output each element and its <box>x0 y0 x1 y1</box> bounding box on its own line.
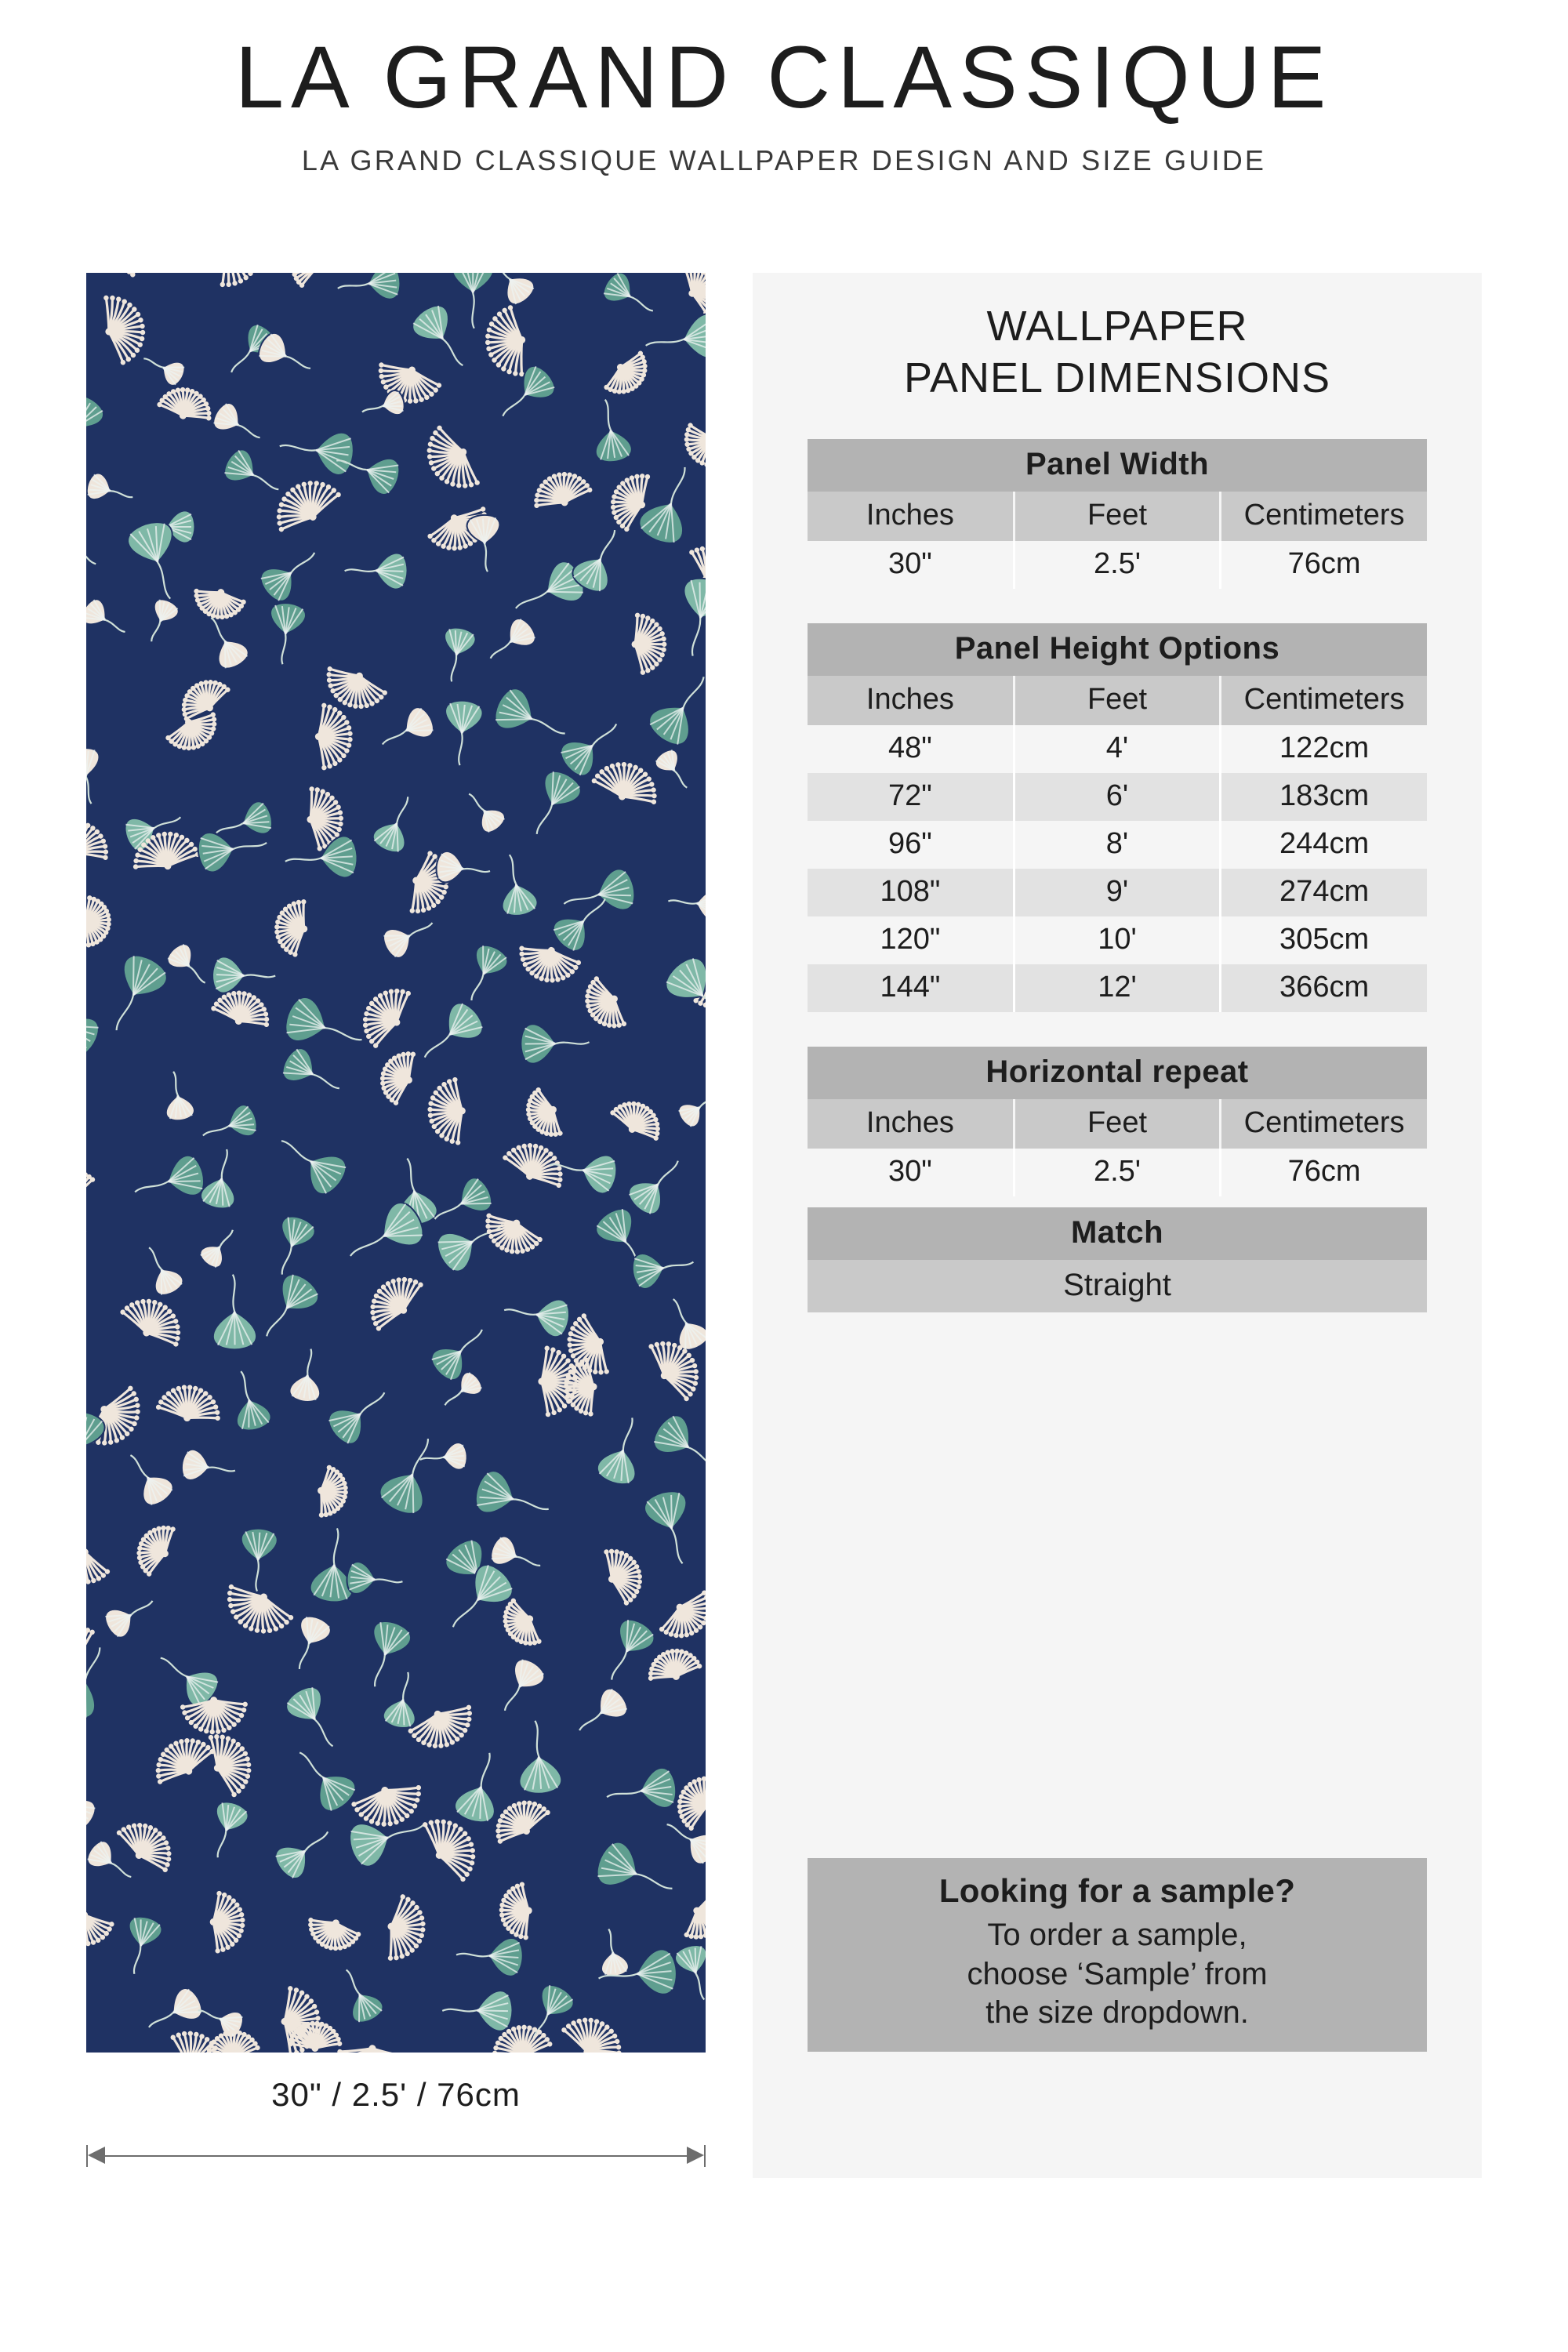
table-row <box>808 869 1427 916</box>
column-header-centimeters: Centimeters <box>1221 676 1427 725</box>
panel-heading <box>753 301 1482 405</box>
arrow-head-left-icon <box>88 2147 105 2164</box>
sample-callout <box>808 1858 1427 2052</box>
table-section-header-row <box>808 1047 1427 1099</box>
table-column-header-row <box>808 492 1427 541</box>
column-header-feet: Feet <box>1014 492 1220 541</box>
table-row <box>808 916 1427 964</box>
cell-centimeters: 76cm <box>1287 1154 1361 1188</box>
cell-inches: 30" <box>808 541 1014 589</box>
cell-feet: 4' <box>1014 725 1220 773</box>
cell-centimeters: 183cm <box>1221 773 1427 821</box>
column-header-feet: Feet <box>1014 1099 1220 1149</box>
table-section-header-row <box>808 439 1427 492</box>
table-row <box>808 725 1427 773</box>
width-dimension-arrow <box>86 2140 706 2172</box>
panel-height-table <box>808 623 1427 1012</box>
cell-feet: 8' <box>1014 821 1220 869</box>
table-row <box>808 1260 1427 1312</box>
cell-centimeters: 366cm <box>1221 964 1427 1012</box>
panel-width-table <box>808 439 1427 589</box>
table-section-header-row <box>808 623 1427 676</box>
column-header-centimeters: Centimeters <box>1221 492 1427 541</box>
arrow-cap-right <box>704 2145 706 2167</box>
horizontal-repeat-title: Horizontal repeat <box>808 1047 1427 1099</box>
table-row <box>808 821 1427 869</box>
panel-width-title: Panel Width <box>808 439 1427 492</box>
cell-inches: 120" <box>808 916 1014 964</box>
cell-centimeters: 244cm <box>1279 826 1370 860</box>
sample-callout-title: Looking for a sample? <box>938 1872 1296 1909</box>
cell-feet: 12' <box>1014 964 1220 1012</box>
column-header-inches: Inches <box>808 492 1014 541</box>
match-value: Straight <box>808 1260 1427 1312</box>
cell-inches: 96" <box>808 821 1014 869</box>
panel-height-title: Panel Height Options <box>808 623 1427 676</box>
wallpaper-swatch-container <box>86 273 706 2053</box>
column-header-inches: Inches <box>808 1099 1014 1149</box>
wallpaper-pattern <box>86 273 706 2053</box>
table-row <box>808 773 1427 821</box>
match-table <box>808 1207 1427 1312</box>
page-title: LA GRAND CLASSIQUE <box>234 28 1334 126</box>
arrow-head-right-icon <box>687 2147 704 2164</box>
cell-inches: 72" <box>808 773 1014 821</box>
table-column-header-row <box>808 676 1427 725</box>
panel-heading-line2: PANEL DIMENSIONS <box>903 354 1331 401</box>
sample-callout-line3: the size dropdown. <box>985 1995 1249 2031</box>
sample-callout-line2: choose ‘Sample’ from <box>967 1956 1268 1991</box>
arrow-line <box>91 2155 701 2157</box>
cell-inches: 30" <box>808 1149 1014 1196</box>
panel-width-caption: 30" / 2.5' / 76cm <box>271 2076 521 2113</box>
cell-centimeters: 122cm <box>1279 731 1370 764</box>
cell-inches: 48" <box>808 725 1014 773</box>
cell-inches: 108" <box>808 869 1014 916</box>
table-section-header-row <box>808 1207 1427 1260</box>
match-title: Match <box>808 1207 1427 1260</box>
header <box>0 28 1568 177</box>
panel-heading-line1: WALLPAPER <box>986 303 1248 350</box>
column-header-centimeters: Centimeters <box>1221 1099 1427 1149</box>
wallpaper-swatch-image <box>86 273 706 2053</box>
cell-feet: 9' <box>1014 869 1220 916</box>
table-row <box>808 964 1427 1012</box>
cell-centimeters: 305cm <box>1279 922 1370 956</box>
horizontal-repeat-table <box>808 1047 1427 1196</box>
table-row <box>808 1149 1427 1196</box>
cell-centimeters: 274cm <box>1221 869 1427 916</box>
table-column-header-row <box>808 1099 1427 1149</box>
cell-inches: 144" <box>808 964 1014 1012</box>
cell-centimeters: 76cm <box>1287 546 1361 580</box>
cell-feet: 2.5' <box>1014 1149 1220 1196</box>
cell-feet: 6' <box>1014 773 1220 821</box>
table-row <box>808 541 1427 589</box>
column-header-feet: Feet <box>1014 676 1220 725</box>
column-header-inches: Inches <box>808 676 1014 725</box>
cell-feet: 10' <box>1014 916 1220 964</box>
cell-feet: 2.5' <box>1014 541 1220 589</box>
sample-callout-line1: To order a sample, <box>987 1918 1247 1952</box>
page-subtitle: LA GRAND CLASSIQUE WALLPAPER DESIGN AND SIZE GUIDE <box>301 143 1267 176</box>
